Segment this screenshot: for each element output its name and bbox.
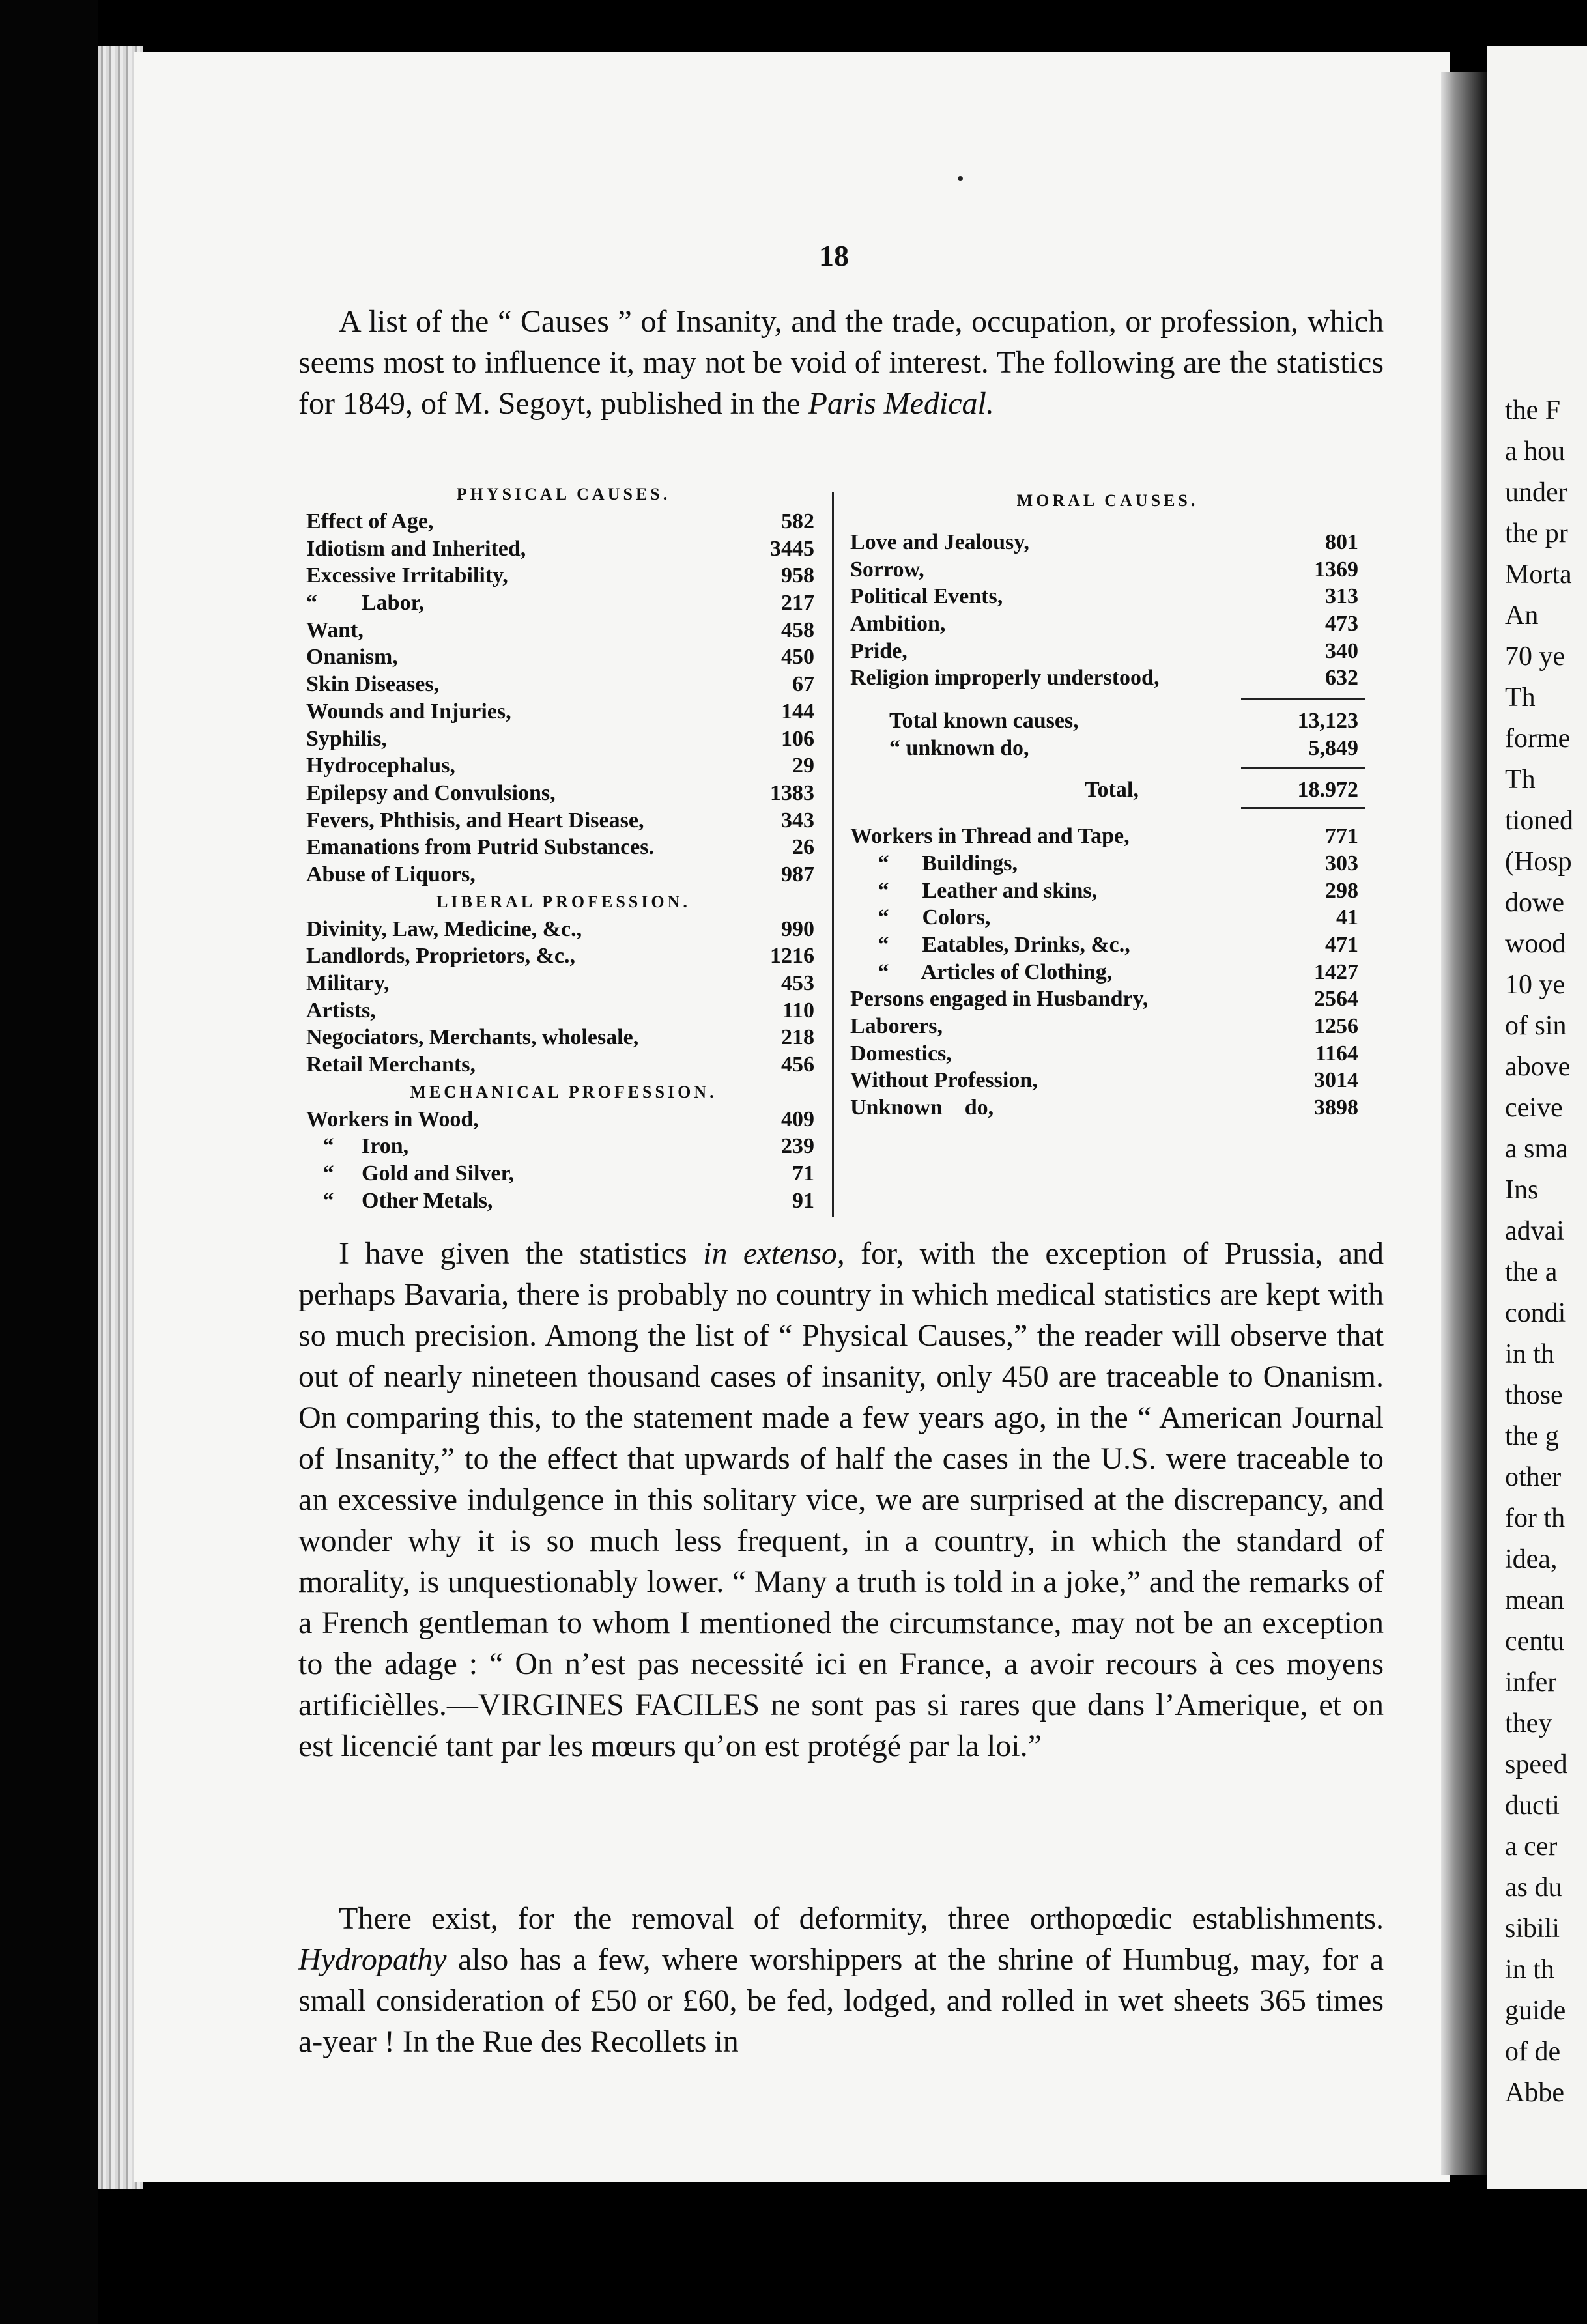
physical-cause-row-value: 29 <box>792 754 814 778</box>
grand-total-row: Total, 18.972 <box>1085 777 1358 802</box>
physical-cause-row-label: Hydrocephalus, <box>306 754 455 778</box>
physical-cause-row-value: 343 <box>781 808 814 832</box>
occupation-row-value: 1164 <box>1315 1041 1358 1066</box>
table-right-column <box>850 481 1365 1122</box>
facing-page-line: other <box>1505 1462 1562 1492</box>
moral-causes-header: MORAL CAUSES. <box>1016 491 1199 510</box>
mechanical-profession-row <box>306 1133 821 1160</box>
occupation-row-value: 3898 <box>1314 1096 1358 1120</box>
physical-cause-row-value: 217 <box>781 591 814 616</box>
physical-cause-row <box>306 752 821 780</box>
occupation-row-label: “ Eatables, Drinks, &c., <box>850 932 1130 957</box>
physical-causes-list <box>306 508 821 888</box>
liberal-profession-row-label: Retail Merchants, <box>306 1053 476 1077</box>
occupation-row-value: 1427 <box>1314 959 1358 984</box>
occupation-row-value: 771 <box>1325 824 1358 849</box>
occupation-row-value: 303 <box>1325 851 1358 875</box>
liberal-profession-row-value: 110 <box>782 998 814 1023</box>
liberal-profession-row-value: 990 <box>781 916 814 941</box>
physical-cause-row <box>306 562 821 589</box>
liberal-profession-row-value: 218 <box>781 1025 814 1050</box>
mechanical-profession-row-value: 239 <box>781 1134 814 1159</box>
facing-page-line: Th <box>1505 765 1536 795</box>
moral-cause-row-value: 1369 <box>1314 557 1358 582</box>
liberal-profession-row-value: 456 <box>781 1053 814 1077</box>
facing-page-line: forme <box>1505 724 1571 754</box>
physical-cause-row-label: Onanism, <box>306 645 398 670</box>
facing-page-line: advai <box>1505 1216 1564 1246</box>
physical-cause-row-label: Syphilis, <box>306 726 387 751</box>
physical-cause-row-label: Effect of Age, <box>306 509 434 533</box>
moral-cause-row <box>850 556 1365 584</box>
liberal-profession-row <box>306 970 821 997</box>
liberal-profession-row <box>306 942 821 970</box>
physical-cause-row-label: Skin Diseases, <box>306 672 440 697</box>
facing-page-line: speed <box>1505 1750 1567 1779</box>
facing-page-line: sibili <box>1505 1914 1560 1944</box>
moral-cause-row-label: Sorrow, <box>850 557 924 582</box>
facing-page-line: Ins <box>1505 1175 1539 1205</box>
statistics-table <box>306 481 1388 1230</box>
moral-cause-row-value: 473 <box>1325 612 1358 636</box>
mechanical-profession-row-value: 71 <box>792 1161 814 1186</box>
facing-page-line: in th <box>1505 1339 1554 1369</box>
facing-page-line: above <box>1505 1052 1571 1082</box>
facing-page-line: the a <box>1505 1257 1558 1287</box>
occupation-row-value: 2564 <box>1314 987 1358 1012</box>
occupation-row <box>850 985 1365 1013</box>
occupation-row-label: Workers in Thread and Tape, <box>850 824 1130 849</box>
moral-cause-row <box>850 610 1365 638</box>
facing-page-line: mean <box>1505 1585 1564 1615</box>
physical-cause-row-label: “ Labor, <box>306 591 425 616</box>
occupation-row <box>850 1067 1365 1094</box>
moral-cause-row-label: Love and Jealousy, <box>850 530 1029 554</box>
physical-cause-row-value: 144 <box>781 699 814 724</box>
mechanical-profession-row-value: 409 <box>781 1107 814 1131</box>
occupation-row-label: “ Leather and skins, <box>850 878 1098 903</box>
facing-page-line: the pr <box>1505 518 1568 548</box>
occupation-row <box>850 959 1365 986</box>
moral-cause-row-label: Religion improperly understood, <box>850 666 1160 690</box>
physical-cause-row <box>306 834 821 861</box>
mechanical-profession-row <box>306 1160 821 1187</box>
physical-cause-row-value: 1383 <box>770 780 814 805</box>
facing-page-line: the F <box>1505 395 1561 425</box>
scan-background <box>0 0 98 2324</box>
facing-page-line: ducti <box>1505 1791 1560 1821</box>
facing-page-line: 10 ye <box>1505 970 1566 1000</box>
moral-cause-row <box>850 583 1365 610</box>
occupation-row-value: 1256 <box>1314 1014 1358 1038</box>
unknown-row: “ unknown do, 5,849 <box>889 735 1358 760</box>
physical-cause-row <box>306 589 821 617</box>
facing-page-line: as du <box>1505 1873 1562 1903</box>
occupation-row <box>850 877 1365 905</box>
liberal-profession-row <box>306 1051 821 1079</box>
physical-cause-row <box>306 780 821 807</box>
physical-cause-row <box>306 807 821 834</box>
liberal-profession-row <box>306 997 821 1025</box>
total-known-row: Total known causes, 13,123 <box>889 709 1358 733</box>
physical-cause-row <box>306 535 821 563</box>
facing-page-line: a sma <box>1505 1134 1568 1164</box>
facing-page-line: Morta <box>1505 560 1572 589</box>
moral-cause-row <box>850 529 1365 556</box>
moral-cause-row-value: 340 <box>1325 638 1358 663</box>
physical-causes-header: PHYSICAL CAUSES. <box>456 485 671 503</box>
facing-page-line: dowe <box>1505 888 1564 918</box>
occupation-row <box>850 850 1365 877</box>
moral-cause-row-label: Pride, <box>850 638 908 663</box>
occupation-row-label: Domestics, <box>850 1041 952 1066</box>
facing-page-line: 70 ye <box>1505 642 1566 672</box>
facing-page-line: (Hosp <box>1505 847 1572 877</box>
total-rule <box>1241 698 1365 700</box>
liberal-profession-row-value: 1216 <box>770 944 814 969</box>
physical-cause-row-value: 450 <box>781 645 814 670</box>
physical-cause-row-value: 458 <box>781 617 814 642</box>
occupation-row-label: Laborers, <box>850 1014 943 1038</box>
physical-cause-row-label: Emanations from Putrid Substances. <box>306 835 654 860</box>
physical-cause-row-label: Epilepsy and Convulsions, <box>306 780 556 805</box>
physical-cause-row-label: Fevers, Phthisis, and Heart Disease, <box>306 808 644 832</box>
facing-page-line: An <box>1505 601 1539 631</box>
physical-cause-row <box>306 698 821 726</box>
physical-cause-row <box>306 508 821 535</box>
physical-cause-row-value: 958 <box>781 563 814 588</box>
mechanical-profession-row-label: “ Other Metals, <box>306 1188 493 1213</box>
facing-page-line: tioned <box>1505 806 1573 836</box>
moral-cause-row-value: 632 <box>1325 666 1358 690</box>
facing-page-line: infer <box>1505 1667 1557 1697</box>
physical-cause-row <box>306 726 821 753</box>
facing-page-line: for th <box>1505 1503 1566 1533</box>
physical-cause-row <box>306 644 821 671</box>
occupation-row-label: “ Articles of Clothing, <box>850 959 1113 984</box>
physical-cause-row <box>306 861 821 888</box>
liberal-profession-row-label: Divinity, Law, Medicine, &c., <box>306 916 582 941</box>
facing-page-line: ceive <box>1505 1093 1563 1123</box>
facing-page-line: Th <box>1505 683 1536 713</box>
physical-cause-row-label: Abuse of Liquors, <box>306 862 476 886</box>
mechanical-profession-row-label: “ Gold and Silver, <box>306 1161 514 1186</box>
statistics-discussion-paragraph: I have given the statistics in extenso, for, with the exception of Prussia, and perhaps Bavaria, there is probably no country in which medical statistics are kept with so much precision. Among the list of “ Physical Causes,” the reader will observe that out of nearly nineteen thousand cases of insanity, only 450 are traceable to Onanism. On comparing this, to the statement made a few years ago, in the “ American Journal of Insanity,” to the effect that upwards of half the cases in the U.S. were traceable to an excessive indulgence in this solitary vice, we are surprised at the discrepancy, and wonder why it is so much less frequent, in a country, in which the standard of morality, is unquestionably lower. “ Many a truth is told in a joke,” and the remarks of a French gentleman to whom I mentioned the circumstance, may not be an exception to the adage : “ On n’est pas necessité ici en France, a avoir recours à ces moyens artificièlles.—VIRGINES FACILES ne sont pas si rares que dans l’Amerique, et on est licencié tant par les mœurs qu’on est protégé par la loi.” <box>298 1236 1384 1763</box>
occupation-row-label: Persons engaged in Husbandry, <box>850 987 1149 1012</box>
occupation-row <box>850 823 1365 850</box>
mechanical-profession-row-label: “ Iron, <box>306 1134 409 1159</box>
moral-cause-row-value: 313 <box>1325 584 1358 609</box>
physical-cause-row-value: 106 <box>781 726 814 751</box>
moral-cause-row <box>850 664 1365 692</box>
facing-page-line: centu <box>1505 1626 1564 1656</box>
physical-cause-row <box>306 617 821 644</box>
facing-page-line: in th <box>1505 1955 1554 1985</box>
mechanical-profession-row <box>306 1187 821 1215</box>
facing-page-line: Abbe <box>1505 2078 1564 2108</box>
table-left-column <box>306 481 821 1215</box>
moral-cause-row-label: Political Events, <box>850 584 1003 609</box>
occupation-row <box>850 1094 1365 1122</box>
book-spine <box>1441 72 1487 2175</box>
physical-cause-row-label: Excessive Irritability, <box>306 563 508 588</box>
mechanical-profession-header: MECHANICAL PROFESSION. <box>410 1082 717 1101</box>
physical-cause-row-value: 26 <box>792 835 814 860</box>
occupation-row <box>850 931 1365 959</box>
column-divider <box>832 492 834 1217</box>
liberal-profession-row-label: Military, <box>306 971 390 995</box>
liberal-profession-row-value: 453 <box>781 971 814 995</box>
workers-list <box>850 823 1365 1122</box>
publication-title: Paris Medical. <box>808 386 994 421</box>
physical-cause-row <box>306 671 821 698</box>
facing-page-line: of sin <box>1505 1011 1567 1041</box>
moral-cause-row-label: Ambition, <box>850 612 946 636</box>
occupation-row-value: 471 <box>1325 932 1358 957</box>
moral-cause-row <box>850 638 1365 665</box>
liberal-profession-header: LIBERAL PROFESSION. <box>436 892 691 911</box>
double-rule <box>1241 807 1365 809</box>
occupation-row-label: Unknown do, <box>850 1096 994 1120</box>
facing-page-line: the g <box>1505 1421 1559 1451</box>
liberal-profession-row-label: Negociators, Merchants, wholesale, <box>306 1025 639 1050</box>
liberal-profession-list <box>306 916 821 1079</box>
liberal-profession-row <box>306 1024 821 1051</box>
liberal-profession-row-label: Artists, <box>306 998 376 1023</box>
liberal-profession-row <box>306 916 821 943</box>
grand-total-rule <box>1241 767 1365 769</box>
facing-page-line: they <box>1505 1708 1552 1738</box>
physical-cause-row-value: 582 <box>781 509 814 533</box>
occupation-row-value: 41 <box>1336 905 1358 930</box>
mechanical-profession-row <box>306 1106 821 1133</box>
occupation-row-value: 298 <box>1325 878 1358 903</box>
physical-cause-row-label: Idiotism and Inherited, <box>306 536 526 561</box>
ink-dot <box>958 176 963 181</box>
moral-cause-row-value: 801 <box>1325 530 1358 554</box>
physical-cause-row-value: 3445 <box>770 536 814 561</box>
page-number: 18 <box>819 239 849 272</box>
facing-page-line: of de <box>1505 2037 1561 2067</box>
facing-page-line: a cer <box>1505 1832 1558 1862</box>
facing-page-line: condi <box>1505 1298 1566 1328</box>
facing-page-line: under <box>1505 477 1567 507</box>
mechanical-profession-row-value: 91 <box>792 1188 814 1213</box>
moral-causes-list <box>850 529 1365 692</box>
facing-page <box>1487 46 1587 2189</box>
occupation-row-label: “ Colors, <box>850 905 991 930</box>
mechanical-profession-list <box>306 1106 821 1215</box>
physical-cause-row-value: 987 <box>781 862 814 886</box>
physical-cause-row-label: Want, <box>306 617 364 642</box>
occupation-row-label: Without Profession, <box>850 1068 1038 1093</box>
intro-paragraph: A list of the “ Causes ” of Insanity, and the trade, occupation, or profession, which seems most to influence it, may not be void of interest. The following are the statistics for 1849, of M. Segoyt, published in the Paris Medical. <box>298 304 1384 421</box>
liberal-profession-row-label: Landlords, Proprietors, &c., <box>306 944 576 969</box>
physical-cause-row-value: 67 <box>792 672 814 697</box>
occupation-row <box>850 904 1365 931</box>
orthopaedic-paragraph: There exist, for the removal of deformity, three orthopœdic establishments. Hydropathy also has a few, where worshippers at the shrine of Humbug, may, for a small consideration of £50 or £60, be fed, lodged, and rolled in wet sheets 365 times a-year ! In the Rue des Recollets in <box>298 1901 1384 2059</box>
facing-page-line: wood <box>1505 929 1566 959</box>
facing-page-line: guide <box>1505 1996 1566 2026</box>
mechanical-profession-row-label: Workers in Wood, <box>306 1107 479 1131</box>
occupation-row-value: 3014 <box>1314 1068 1358 1093</box>
occupation-row-label: “ Buildings, <box>850 851 1018 875</box>
facing-page-line: idea, <box>1505 1544 1558 1574</box>
occupation-row <box>850 1013 1365 1040</box>
physical-cause-row-label: Wounds and Injuries, <box>306 699 511 724</box>
facing-page-line: those <box>1505 1380 1563 1410</box>
facing-page-line: a hou <box>1505 436 1566 466</box>
occupation-row <box>850 1040 1365 1068</box>
